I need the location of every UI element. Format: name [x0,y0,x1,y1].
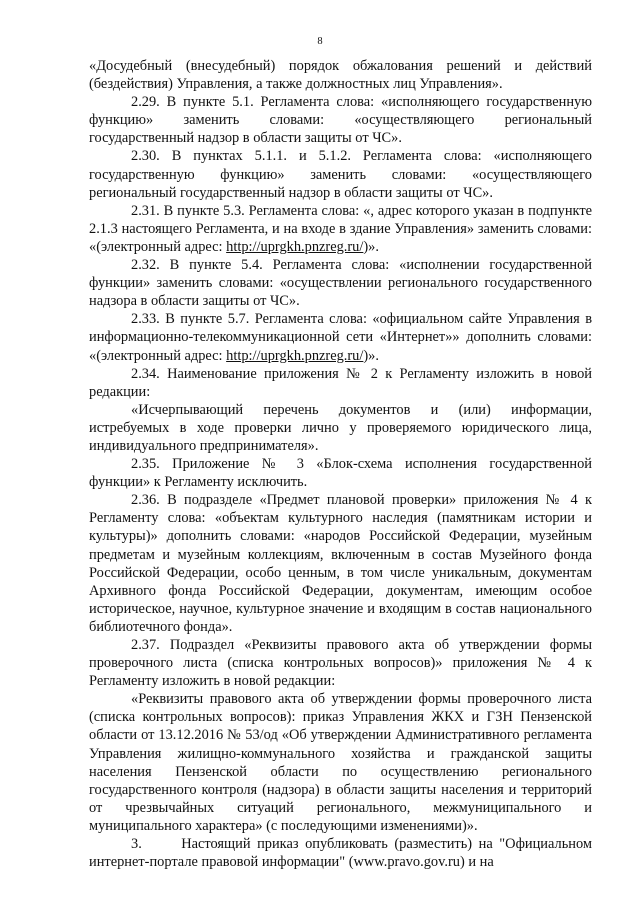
paragraph-2-30: 2.30. В пунктах 5.1.1. и 5.1.2. Регламента слова: «исполняющего государственную функцию» заменить словами: «осуществляющего региональный государственный надзор в области защиты от ЧС». [89,148,592,201]
paragraph-2-31-end: )». [363,238,379,255]
paragraph-3: 3. Настоящий приказ опубликовать (разместить) на "Официальном интернет-портале правовой информации" (www.pravo.gov.ru) и на [89,836,596,871]
paragraph-2-37: 2.37. Подраздел «Реквизиты правового акта об утверждении формы проверочного листа (списка контрольных вопросов)» приложения № 4 к Регламенту изложить в новой редакции: [89,637,592,690]
paragraph-2-34: 2.34. Наименование приложения № 2 к Регламенту изложить в новой редакции: [89,365,592,400]
document-body [89,57,596,871]
paragraph-requisites: «Реквизиты правового акта об утверждении формы проверочного листа (списка контрольных вопросов): приказ Управления ЖКХ и ГЗН Пензенской области от 13.12.2016 № 53/од «Об утверждении Административного регламента Управления жилищно-коммунального хозяйства и гражданской защиты населения Пензенской области по осуществлению регионального государственного контроля (надзора) в области защиты населения и территорий от чрезвычайных ситуаций регионального, межмуниципального и муниципального характера» (с последующими изменениями)». [89,691,592,834]
paragraph-2-33-text: 2.33. В пункте 5.7. Регламента слова: «официальном сайте Управления в информационно-телекоммуникационной сети «Интернет»» дополнить словами: «(электронный адрес: [89,311,592,364]
paragraph-appendix-2-title: «Исчерпывающий перечень документов и (или) информации, истребуемых в ходе проверки лично у проверяемого юридического лица, индивидуального предпринимателя». [89,401,592,454]
uprgkh-link[interactable]: http://uprgkh.pnzreg.ru/ [226,238,364,255]
page-number: 8 [317,36,323,47]
paragraph-2-33-end: )». [363,347,379,364]
paragraph-2-32: 2.32. В пункте 5.4. Регламента слова: «исполнении государственной функции» заменить словами: «осуществлении регионального государственного надзора в области защиты от ЧС». [89,257,592,310]
paragraph-2-35: 2.35. Приложение № 3 «Блок-схема исполнения государственной функции» к Регламенту исключить. [89,456,592,491]
paragraph-2-29: 2.29. В пункте 5.1. Регламента слова: «исполняющего государственную функцию» заменить словами: «осуществляющего региональный государственный надзор в области защиты от ЧС». [89,94,592,147]
paragraph-2-31 [89,202,592,256]
paragraph-2-36: 2.36. В подразделе «Предмет плановой проверки» приложения № 4 к Регламенту слова: «объектам культурного наследия (памятникам истории и культуры)» дополнить словами: «народов Российской Федерации, музейным предметам и музейным коллекциям, включенным в состав Музейного фонда Российской Федерации, особо ценным, в том числе уникальным, документам Архивного фонда Российской Федерации, документам, имеющим особое историческое, научное, культурное значение и входящим в состав национального библиотечного фонда». [89,492,592,635]
paragraph-2-33 [89,310,592,364]
paragraph-2-31-text: 2.31. В пункте 5.3. Регламента слова: «, адрес которого указан в подпункте 2.1.3 настоящего Регламента, и на входе в здание Управления» заменить словами: «(электронный адрес: [89,202,592,255]
paragraph-section-title: «Досудебный (внесудебный) порядок обжалования решений и действий (бездействия) Управления, а также должностных лиц Управления». [89,58,592,93]
uprgkh-link[interactable]: http://uprgkh.pnzreg.ru/ [226,347,364,364]
